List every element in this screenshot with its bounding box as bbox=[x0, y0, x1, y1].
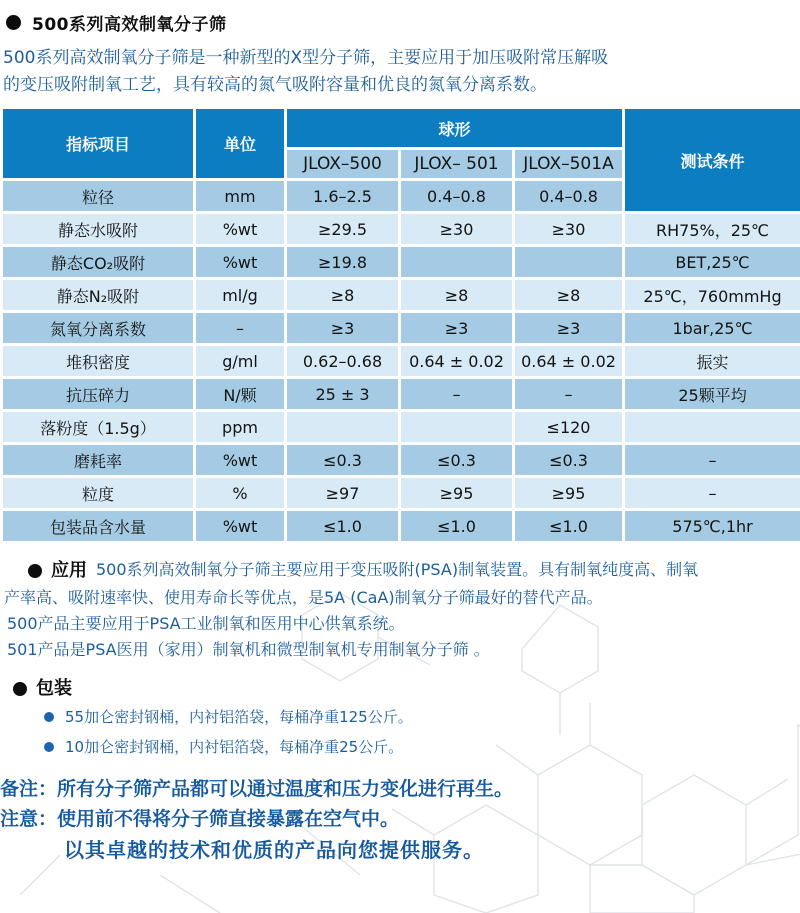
value-cell: ≥30 bbox=[514, 213, 624, 246]
spec-name-cell: 粒径 bbox=[2, 180, 195, 213]
value-cell: ≥3 bbox=[514, 312, 624, 345]
test-condition-cell: RH75%，25℃ bbox=[624, 213, 800, 246]
value-cell: ≥29.5 bbox=[286, 213, 400, 246]
value-cell: – bbox=[514, 378, 624, 411]
col-header-item: 指标项目 bbox=[2, 108, 195, 180]
unit-cell: mm bbox=[195, 180, 286, 213]
value-cell bbox=[514, 246, 624, 279]
unit-cell: %wt bbox=[195, 510, 286, 543]
unit-cell: N/颗 bbox=[195, 378, 286, 411]
application-text-line-3: 500产品主要应用于PSA工业制氧和医用中心供氧系统。 bbox=[7, 614, 405, 633]
blue-bullet-icon bbox=[44, 742, 54, 752]
intro-paragraph bbox=[3, 45, 800, 99]
value-cell: ≥95 bbox=[400, 477, 514, 510]
packaging-section bbox=[0, 675, 800, 762]
packaging-item-text: 55加仑密封钢桶，内衬铝箔袋，每桶净重125公斤。 bbox=[65, 707, 413, 726]
value-cell: 25 ± 3 bbox=[286, 378, 400, 411]
packaging-heading: 包装 bbox=[36, 677, 72, 699]
application-heading-line bbox=[0, 556, 800, 584]
value-cell: 0.64 ± 0.02 bbox=[400, 345, 514, 378]
intro-line-1: 500系列高效制氧分子筛是一种新型的X型分子筛，主要应用于加压吸附常压解吸 bbox=[3, 48, 609, 68]
spec-name-cell: 包装品含水量 bbox=[2, 510, 195, 543]
blue-bullet-icon bbox=[44, 712, 54, 722]
notes-section bbox=[0, 774, 800, 866]
unit-cell: %wt bbox=[195, 444, 286, 477]
test-condition-cell: BET,25℃ bbox=[624, 246, 800, 279]
page-title bbox=[0, 0, 800, 35]
value-cell: ≥8 bbox=[286, 279, 400, 312]
value-cell: ≤120 bbox=[514, 411, 624, 444]
page-title-text: 500系列高效制氧分子筛 bbox=[32, 15, 227, 35]
test-condition-cell: 1bar,25℃ bbox=[624, 312, 800, 345]
col-header-model-jlox501a: JLOX–501A bbox=[514, 149, 624, 180]
test-condition-cell: – bbox=[624, 477, 800, 510]
value-cell: ≥30 bbox=[400, 213, 514, 246]
spec-table bbox=[0, 106, 800, 544]
packaging-item bbox=[0, 732, 800, 762]
application-text-line-1: 500系列高效制氧分子筛主要应用于变压吸附(PSA)制氧装置。具有制氧纯度高、制氧 bbox=[96, 560, 699, 579]
spec-name-cell: 静态N₂吸附 bbox=[2, 279, 195, 312]
test-condition-cell: 25颗平均 bbox=[624, 378, 800, 411]
application-heading: 应用 bbox=[51, 560, 87, 581]
value-cell: ≥19.8 bbox=[286, 246, 400, 279]
table-row bbox=[2, 279, 800, 312]
application-text-line-2: 产率高、吸附速率快、使用寿命长等优点，是5A (CaA)制氧分子筛最好的替代产品。 bbox=[4, 588, 603, 607]
value-cell: ≥3 bbox=[400, 312, 514, 345]
bullet-icon bbox=[6, 15, 21, 30]
value-cell: ≤1.0 bbox=[400, 510, 514, 543]
value-cell: 1.6–2.5 bbox=[286, 180, 400, 213]
value-cell: 0.64 ± 0.02 bbox=[514, 345, 624, 378]
value-cell bbox=[400, 411, 514, 444]
application-section bbox=[0, 556, 800, 663]
unit-cell: % bbox=[195, 477, 286, 510]
value-cell: 0.62–0.68 bbox=[286, 345, 400, 378]
value-cell: ≥3 bbox=[286, 312, 400, 345]
spec-name-cell: 落粉度（1.5g） bbox=[2, 411, 195, 444]
table-row bbox=[2, 444, 800, 477]
spec-name-cell: 磨耗率 bbox=[2, 444, 195, 477]
table-row bbox=[2, 312, 800, 345]
col-header-unit: 单位 bbox=[195, 108, 286, 180]
table-row bbox=[2, 411, 800, 444]
col-header-model-jlox501: JLOX– 501 bbox=[400, 149, 514, 180]
unit-cell: ppm bbox=[195, 411, 286, 444]
packaging-item-text: 10加仑密封钢桶，内衬铝箔袋，每桶净重25公斤。 bbox=[65, 737, 404, 756]
note-caution: 注意：使用前不得将分子筛直接暴露在空气中。 bbox=[0, 807, 400, 830]
packaging-heading-line bbox=[0, 675, 800, 702]
unit-cell: %wt bbox=[195, 213, 286, 246]
col-header-shape: 球形 bbox=[286, 108, 624, 149]
value-cell: 0.4–0.8 bbox=[400, 180, 514, 213]
table-header-row bbox=[2, 108, 800, 149]
table-row bbox=[2, 378, 800, 411]
col-header-test: 测试条件 bbox=[624, 108, 800, 213]
value-cell bbox=[400, 246, 514, 279]
value-cell: ≥95 bbox=[514, 477, 624, 510]
value-cell: ≤0.3 bbox=[514, 444, 624, 477]
table-row bbox=[2, 213, 800, 246]
value-cell: ≤1.0 bbox=[514, 510, 624, 543]
spec-name-cell: 氮氧分离系数 bbox=[2, 312, 195, 345]
table-row bbox=[2, 510, 800, 543]
application-text-line-4: 501产品是PSA医用（家用）制氧机和微型制氧机专用制氧分子筛 。 bbox=[7, 640, 490, 659]
value-cell: ≤1.0 bbox=[286, 510, 400, 543]
spec-name-cell: 静态CO₂吸附 bbox=[2, 246, 195, 279]
table-row bbox=[2, 246, 800, 279]
bullet-icon bbox=[13, 682, 27, 696]
col-header-model-jlox500: JLOX–500 bbox=[286, 149, 400, 180]
value-cell: ≥8 bbox=[514, 279, 624, 312]
service-slogan: 以其卓越的技术和优质的产品向您提供服务。 bbox=[64, 837, 484, 862]
test-condition-cell: 振实 bbox=[624, 345, 800, 378]
note-remark: 备注：所有分子筛产品都可以通过温度和压力变化进行再生。 bbox=[0, 777, 514, 800]
packaging-item bbox=[0, 702, 800, 732]
value-cell: ≤0.3 bbox=[400, 444, 514, 477]
test-condition-cell: 575℃,1hr bbox=[624, 510, 800, 543]
spec-name-cell: 粒度 bbox=[2, 477, 195, 510]
value-cell: 0.4–0.8 bbox=[514, 180, 624, 213]
test-condition-cell: – bbox=[624, 444, 800, 477]
bullet-icon bbox=[28, 564, 42, 578]
spec-name-cell: 抗压碎力 bbox=[2, 378, 195, 411]
test-condition-cell bbox=[624, 411, 800, 444]
spec-name-cell: 静态水吸附 bbox=[2, 213, 195, 246]
value-cell: ≤0.3 bbox=[286, 444, 400, 477]
table-row bbox=[2, 477, 800, 510]
unit-cell: g/ml bbox=[195, 345, 286, 378]
test-condition-cell: 25℃，760mmHg bbox=[624, 279, 800, 312]
unit-cell: – bbox=[195, 312, 286, 345]
value-cell: ≥8 bbox=[400, 279, 514, 312]
value-cell: ≥97 bbox=[286, 477, 400, 510]
spec-name-cell: 堆积密度 bbox=[2, 345, 195, 378]
unit-cell: ml/g bbox=[195, 279, 286, 312]
value-cell: – bbox=[400, 378, 514, 411]
table-row bbox=[2, 345, 800, 378]
unit-cell: %wt bbox=[195, 246, 286, 279]
value-cell bbox=[286, 411, 400, 444]
intro-line-2: 的变压吸附制氧工艺，具有较高的氮气吸附容量和优良的氮氧分离系数。 bbox=[3, 75, 547, 95]
